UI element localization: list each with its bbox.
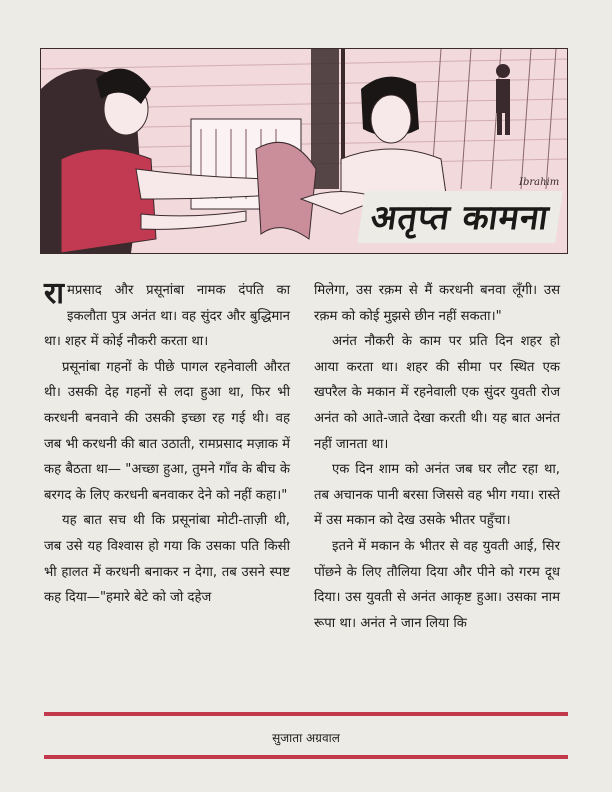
drop-cap: रा bbox=[44, 276, 65, 311]
text-column-left bbox=[44, 278, 290, 611]
paragraph: यह बात सच थी कि प्रसूनांबा मोटी-ताज़ी थी, जब उसे यह विश्वास हो गया कि उसका पति किसी भी हालत में करधनी बनाकर न देगा, तब उसने स्पष्ट कह दिया—"हमारे बेटे को जो दहेज bbox=[44, 513, 290, 606]
text-column-right bbox=[314, 278, 560, 636]
divider-rule bbox=[44, 712, 568, 716]
story-title: अतृप्त कामना bbox=[357, 191, 562, 243]
paragraph: अनंत नौकरी के काम पर प्रति दिन शहर हो आया करता था। शहर की सीमा पर स्थित एक खपरैल के मकान में रहनेवाली एक सुंदर युवती रोज अनंत को आते-जाते देखा करती थी। यह बात अनंत नहीं जानता था। bbox=[314, 334, 560, 452]
divider-rule bbox=[44, 755, 568, 759]
story-illustration bbox=[40, 48, 568, 254]
paragraph: इतने में मकान के भीतर से वह युवती आई, सिर पोंछने के लिए तौलिया दिया और पीने को गरम दूध दिया। उस युवती से अनंत आकृष्ट हुआ। उसका नाम रूपा था। अनंत ने जान लिया कि bbox=[314, 538, 560, 631]
paragraph: रामप्रसाद और प्रसूनांबा नामक दंपति का इकलौता पुत्र अनंत था। वह सुंदर और बुद्धिमान था। शहर में कोई नौकरी करता था। bbox=[44, 276, 290, 350]
paragraph: प्रसूनांबा गहनों के पीछे पागल रहनेवाली औरत थी। उसकी देह गहनों से लदा हुआ था, फिर भी करधनी बनवाने की उसकी इच्छा रह गई थी। वह जब भी करधनी की बात उठाती, रामप्रसाद मज़ाक में कह बैठता था— "अच्छा हुआ, तुमने गाँव के बीच के बरगद के लिए करधनी बनवाकर देने को नहीं कहा।" bbox=[44, 359, 290, 503]
paragraph: मिलेगा, उस रक़म से मैं करधनी बनवा लूँगी। उस रक़म को कोई मुझसे छीन नहीं सकता।" bbox=[314, 283, 560, 324]
paragraph: एक दिन शाम को अनंत जब घर लौट रहा था, तब अचानक पानी बरसा जिससे वह भीग गया। रास्ते में उस मकान को देख उसके भीतर पहुँचा। bbox=[314, 462, 560, 529]
artist-signature: Ibrahim bbox=[519, 177, 560, 188]
author-credit: सुजाता अग्रवाल bbox=[272, 731, 340, 745]
